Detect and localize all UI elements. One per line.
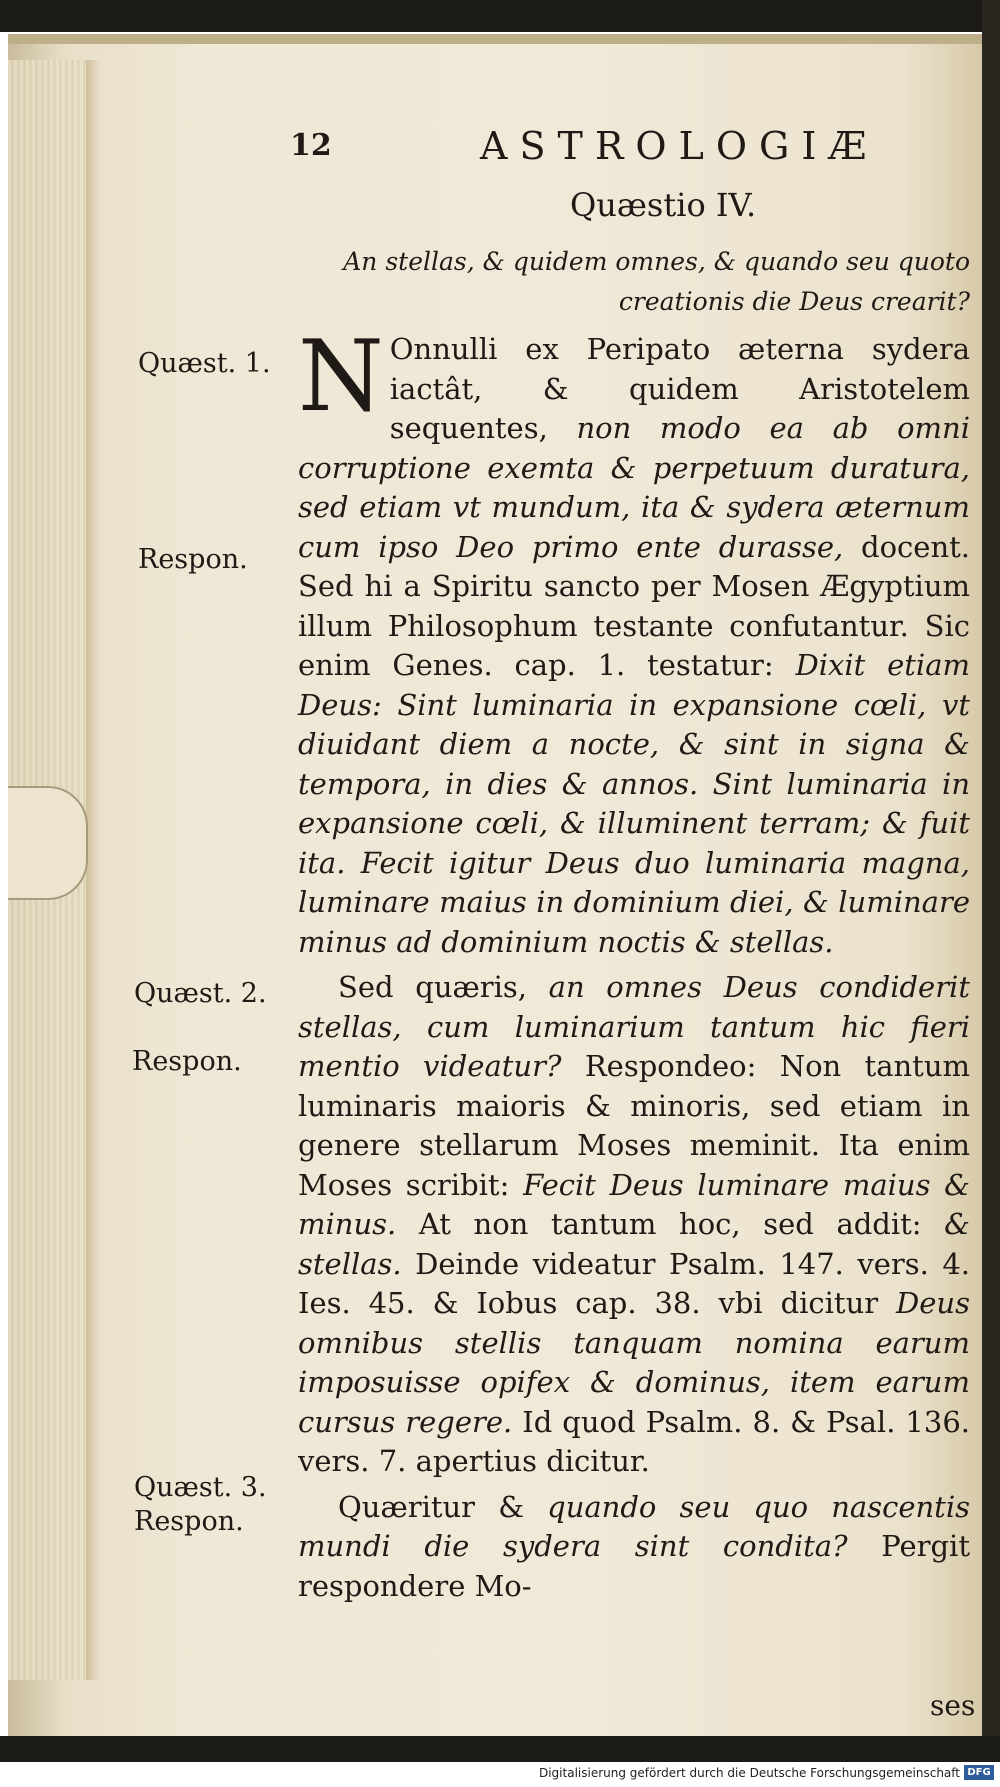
text-run: Dixit etiam Deus: Sint luminaria in expansione cœli, vt diuidant diem a nocte, & sint in signa & tempora, in dies & annos. Sint luminaria in expansione cœli, & illuminent terram; & fuit ita. Fecit igitur Deus duo luminaria magna, luminare maius in dominium diei, & luminare minus ad dominium noctis & stellas. (298, 648, 970, 959)
digitization-credit: Digitalisierung gefördert durch die Deutsche Forschungsgemeinschaft (538, 1766, 960, 1780)
text-run: Deinde videatur Psalm. 147. vers. 4. Ies. 45. & Iobus cap. 38. vbi dicitur (298, 1246, 970, 1320)
marginal-note: Quæst. 2. (134, 978, 267, 1009)
body-text (298, 320, 971, 1612)
scan-background-bottom (0, 1736, 1000, 1762)
page-number: 12 (290, 128, 332, 163)
text-run: Fecit Deus luminare maius & minus. (298, 1167, 970, 1241)
page-header (290, 124, 970, 172)
text-run: quando seu quo nascentis mundi die sydera sint condita? (298, 1489, 970, 1563)
paragraph (298, 1488, 970, 1607)
text-run: Respondeo: Non tantum luminaris maioris & minoris, sed etiam in genere stellarum Moses meminit. Ita enim Moses scribit: (298, 1049, 970, 1202)
text-run: Id quod Psalm. 8. & Psal. 136. vers. 7. apertius dicitur. (298, 1404, 971, 1478)
marginal-note: Quæst. 3. (134, 1472, 267, 1503)
marginal-note: Respon. (134, 1506, 244, 1537)
scan-background-right (982, 0, 1000, 1762)
catchword: ses (930, 1689, 976, 1722)
running-head: ASTROLOGIÆ (480, 124, 879, 168)
dfg-logo: DFG (964, 1765, 994, 1780)
drop-cap: N (298, 320, 384, 434)
marginal-note: Quæst. 1. (138, 348, 271, 379)
text-run: & stellas. (298, 1207, 970, 1281)
text-run: an omnes Deus condiderit stellas, cum luminarium tantum hic fieri mentio videatur? (298, 970, 970, 1083)
page-gutter-shadow (86, 60, 100, 1680)
text-run: Deus omnibus stellis tanquam nomina earum imposuisse opifex & dominus, item earum cursus regere. (298, 1286, 970, 1439)
question-title: Quæstio IV. (570, 186, 757, 224)
text-run: non modo ea ab omni corruptione exemta & perpetuum duratura, sed etiam vt mundum, ita & sydera æternum cum ipso Deo primo ente durasse, (298, 411, 970, 564)
text-run: Quæritur & (338, 1489, 548, 1524)
paragraph (298, 320, 970, 962)
bookmark-ribbon (8, 786, 88, 900)
text-run: At non tantum hoc, sed addit: (396, 1207, 945, 1241)
text-run: Sed quæris, (338, 970, 549, 1004)
scan-background-top (0, 0, 1000, 32)
question-subtitle: An stellas, & quidem omnes, & quando seu quoto creationis die Deus crearit? (343, 247, 970, 316)
text-run: Onnulli ex Peripato æterna sydera iactât, & quidem Aristotelem sequentes, (389, 332, 970, 445)
text-run: Pergit respondere Mo- (298, 1529, 970, 1603)
paragraph (298, 968, 970, 1482)
marginal-note: Respon. (138, 544, 248, 575)
text-run: docent. Sed hi a Spiritu sancto per Mosen Ægyptium illum Philosophum testante confutantur. Sic enim Genes. cap. 1. testatur: (298, 529, 970, 682)
marginal-note: Respon. (132, 1046, 242, 1077)
